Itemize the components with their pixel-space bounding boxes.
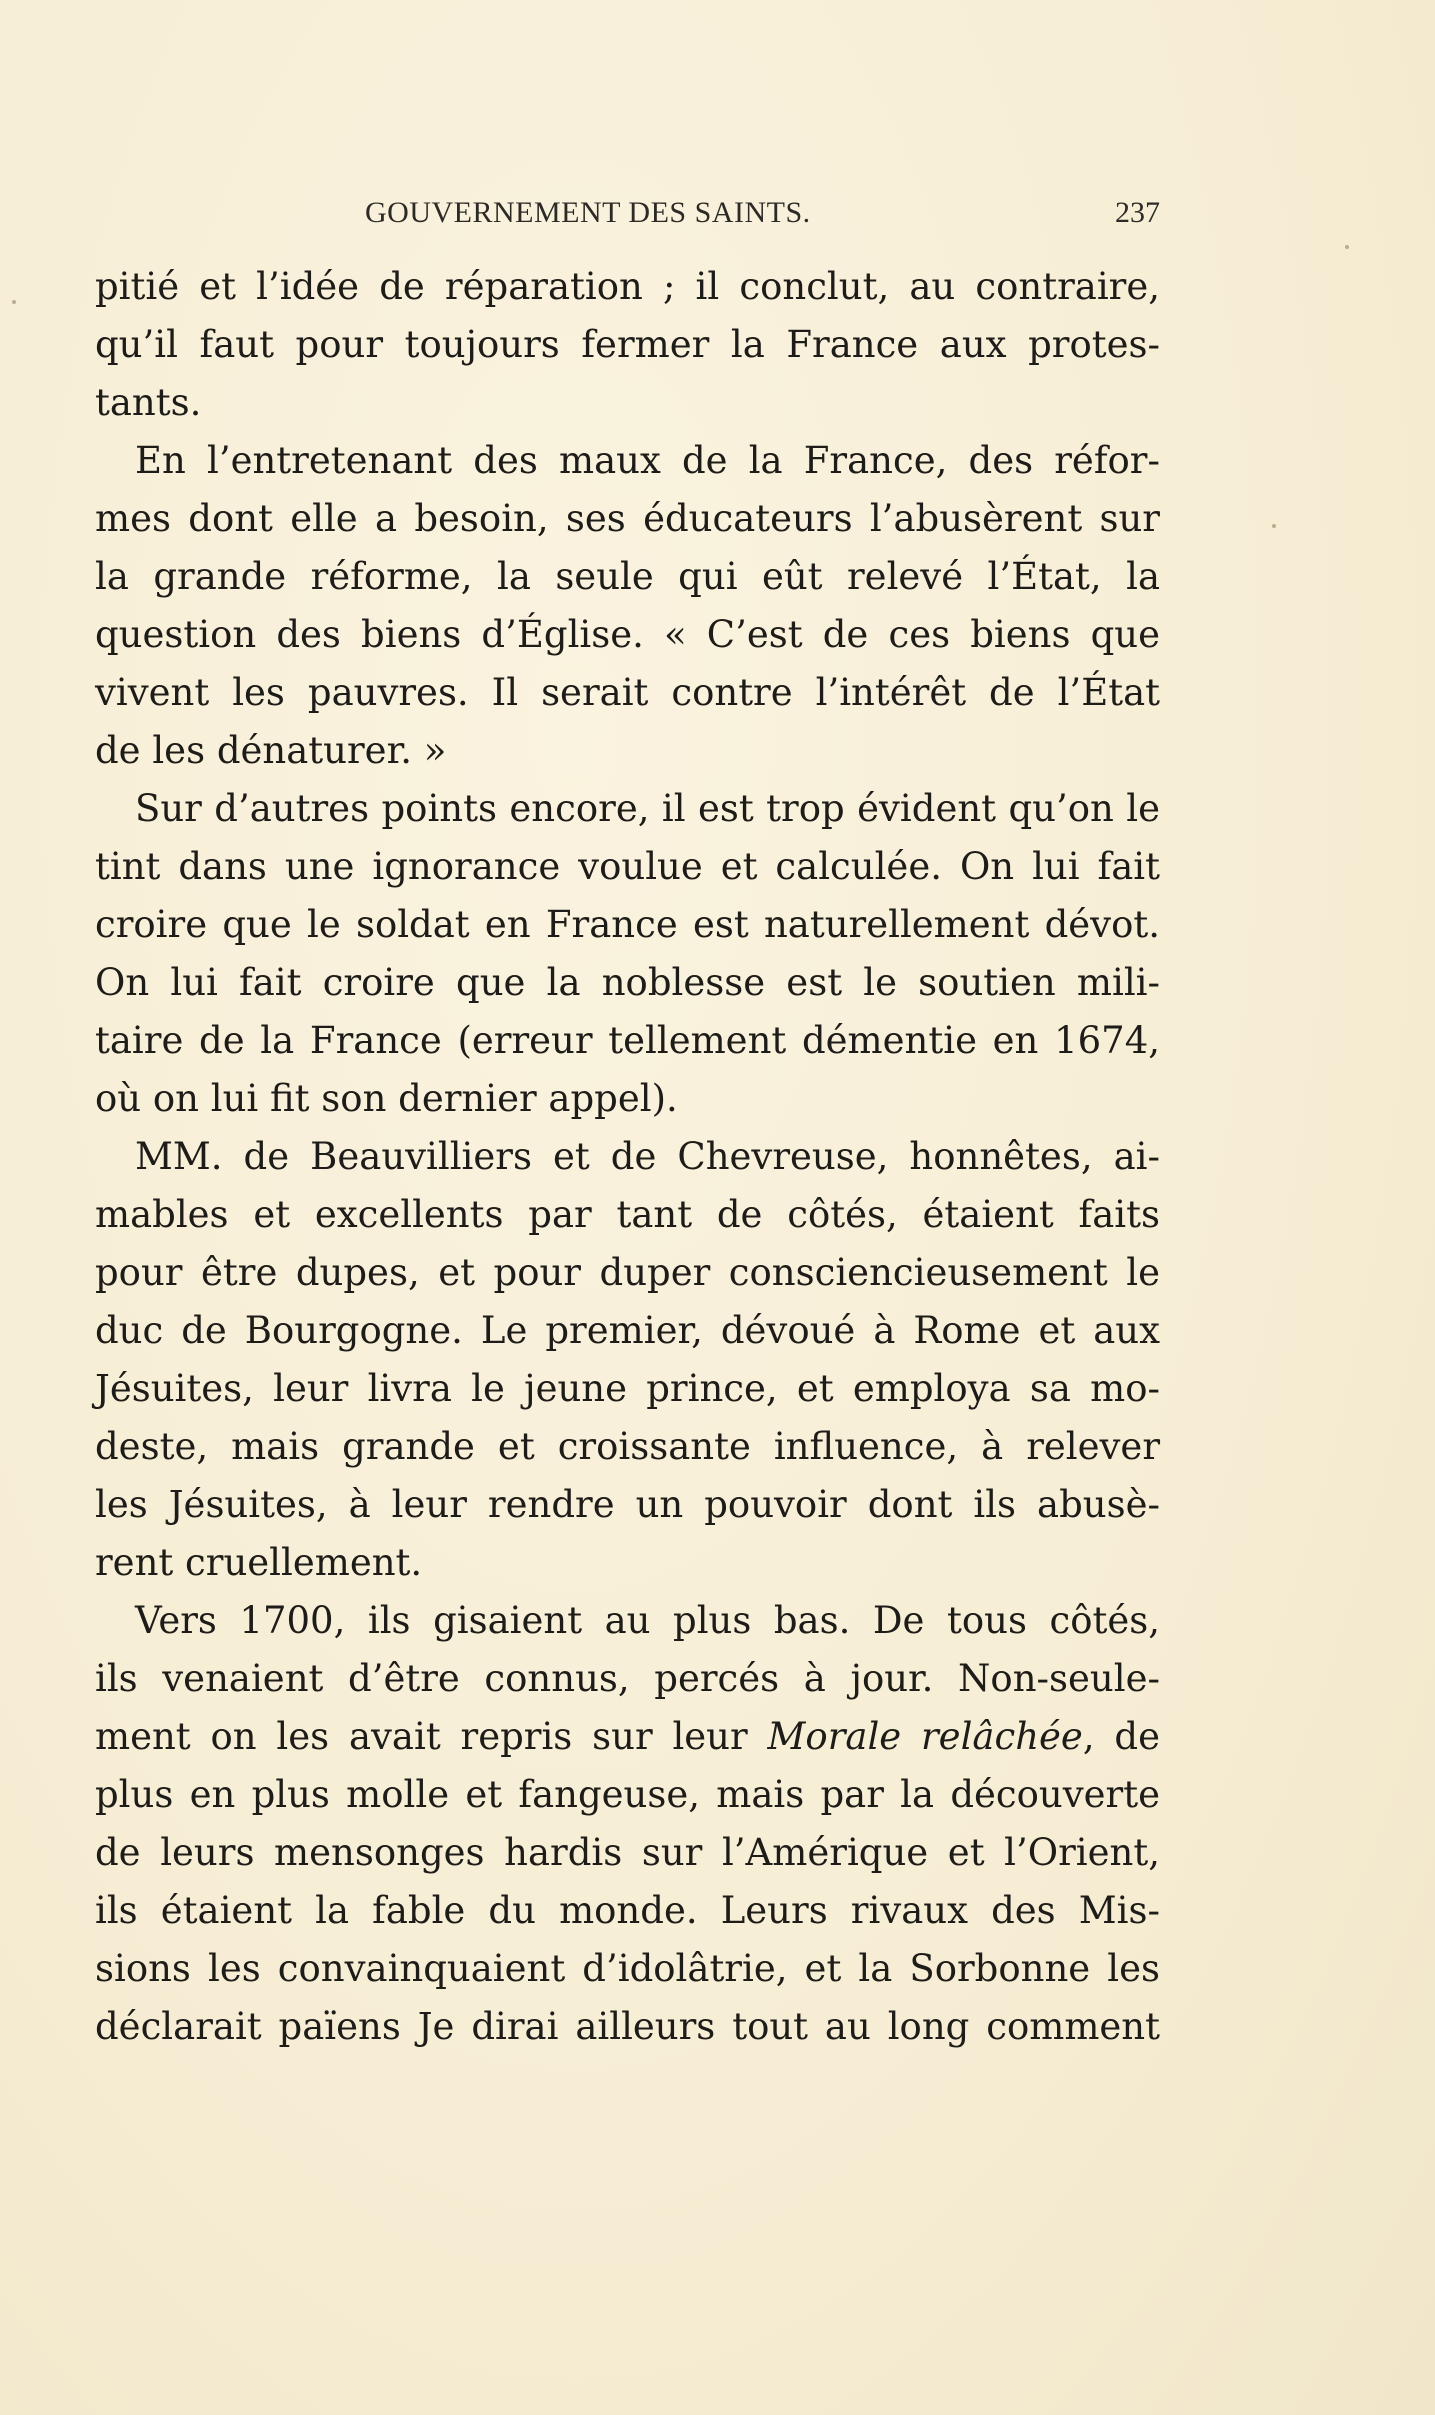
text-line: vivent les pauvres. Il serait contre l’intérêt de l’État (95, 671, 1160, 714)
text-line: qu’il faut pour toujours fermer la France aux protes- (95, 323, 1160, 366)
text-line: la grande réforme, la seule qui eût relevé l’État, la (95, 555, 1160, 598)
text-line: rent cruellement. (95, 1541, 423, 1584)
body-text (95, 258, 1160, 2056)
text-line: pitié et l’idée de réparation ; il conclut, au contraire, (95, 265, 1160, 308)
text-line: tants. (95, 381, 202, 424)
text-line: les Jésuites, à leur rendre un pouvoir dont ils abusè- (95, 1483, 1160, 1526)
text-line: Jésuites, leur livra le jeune prince, et employa sa mo- (95, 1367, 1160, 1410)
text-line: de leurs mensonges hardis sur l’Amérique et l’Orient, (95, 1831, 1160, 1874)
text-line: Vers 1700, ils gisaient au plus bas. De tous côtés, (135, 1599, 1160, 1642)
text-line: mes dont elle a besoin, ses éducateurs l’abusèrent sur (95, 497, 1160, 540)
text-line: MM. de Beauvilliers et de Chevreuse, honnêtes, ai- (135, 1135, 1160, 1178)
paper-speck (12, 300, 16, 304)
text-line: ils étaient la fable du monde. Leurs rivaux des Mis- (95, 1889, 1160, 1932)
page-number: 237 (1115, 196, 1160, 229)
text-segment: , de (1082, 1715, 1160, 1758)
text-line: croire que le soldat en France est naturellement dévot. (95, 903, 1160, 946)
paper-speck (1272, 524, 1276, 528)
text-line: sions les convainquaient d’idolâtrie, et la Sorbonne les (95, 1947, 1160, 1990)
text-line: taire de la France (erreur tellement démentie en 1674, (95, 1019, 1160, 1062)
text-line: En l’entretenant des maux de la France, des réfor- (135, 439, 1160, 482)
text-line: tint dans une ignorance voulue et calculée. On lui fait (95, 845, 1160, 888)
text-line: mables et excellents par tant de côtés, étaient faits (95, 1193, 1160, 1236)
text-line: On lui fait croire que la noblesse est le soutien mili- (95, 961, 1160, 1004)
italic-title: Morale relâchée (767, 1715, 1083, 1758)
running-title: GOUVERNEMENT DES SAINTS. (365, 196, 811, 229)
text-line: plus en plus molle et fangeuse, mais par la découverte (95, 1773, 1160, 1816)
running-head (95, 196, 1160, 244)
text-line-with-italic (95, 1708, 1160, 1766)
text-line: ils venaient d’être connus, percés à jour. Non-seule- (95, 1657, 1160, 1700)
text-line: pour être dupes, et pour duper consciencieusement le (95, 1251, 1160, 1294)
text-line: duc de Bourgogne. Le premier, dévoué à Rome et aux (95, 1309, 1160, 1352)
text-segment: ment on les avait repris sur leur (95, 1715, 768, 1758)
text-line: de les dénaturer. » (95, 729, 447, 772)
paper-speck (1345, 245, 1349, 249)
text-line: déclarait païens Je dirai ailleurs tout au long comment (95, 2005, 1160, 2048)
text-line: où on lui fit son dernier appel). (95, 1077, 678, 1120)
text-line: Sur d’autres points encore, il est trop évident qu’on le (135, 787, 1160, 830)
text-line: question des biens d’Église. « C’est de ces biens que (95, 613, 1160, 656)
text-line: deste, mais grande et croissante influence, à relever (95, 1425, 1160, 1468)
